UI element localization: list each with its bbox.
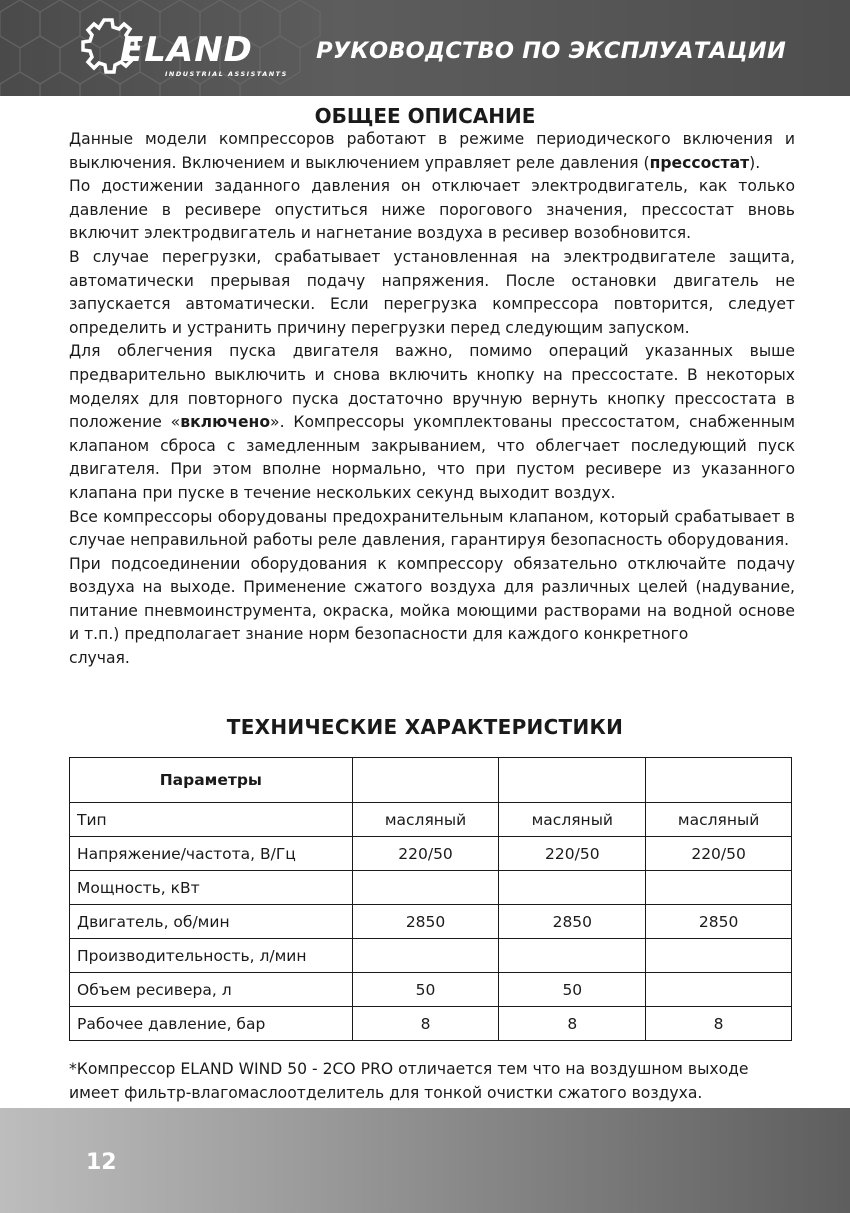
header-cell bbox=[499, 758, 646, 803]
specs-table bbox=[69, 757, 792, 1041]
footnote: *Компрессор ELAND WIND 50 - 2CO PRO отличается тем что на воздушном выходе имеет фильтр-влагомаслоотделитель для тонкой очистки сжатого воздуха. bbox=[69, 1060, 749, 1102]
paragraph-5: Все компрессоры оборудованы предохранительным клапаном, который срабатывает в случае неправильной работы реле давления, гарантируя безопасность оборудования. bbox=[69, 507, 795, 550]
header-cell bbox=[352, 758, 499, 803]
value-cell bbox=[499, 939, 646, 973]
value-cell bbox=[646, 939, 792, 973]
param-cell: Производительность, л/мин bbox=[70, 939, 353, 973]
table-header-row bbox=[70, 758, 792, 803]
value-cell bbox=[352, 939, 499, 973]
value-cell: 220/50 bbox=[499, 837, 646, 871]
param-cell: Тип bbox=[70, 803, 353, 837]
header-cell: Параметры bbox=[70, 758, 353, 803]
header-cell bbox=[646, 758, 792, 803]
technical-specs-title: ТЕХНИЧЕСКИЕ ХАРАКТЕРИСТИКИ bbox=[226, 715, 624, 739]
table-row bbox=[70, 973, 792, 1007]
param-cell: Двигатель, об/мин bbox=[70, 905, 353, 939]
table-row bbox=[70, 871, 792, 905]
value-cell bbox=[646, 871, 792, 905]
value-cell: 50 bbox=[499, 973, 646, 1007]
paragraph-4: Для облегчения пуска двигателя важно, помимо операций указанных выше предварительно выключить и снова включить кнопку на прессостате. В некоторых моделях для повторного пуска достаточно вручную вернуть кнопку прессостата в положение «включено». Компрессоры укомплектованы прессостатом, снабженным клапаном сброса с замедленным закрыванием, что облегчает последующий пуск двигателя. При этом вполне нормально, что при пустом ресивере из указанного клапана при пуске в течение нескольких секунд выходит воздух. bbox=[69, 342, 795, 502]
paragraph-6: При подсоединении оборудования к компрессору обязательно отключайте подачу воздуха на выходе. Применение сжатого воздуха для различных целей (надувание, питание пневмоинструмента, окраска, мойка моющими растворами на водной основе и т.п.) предполагает знание норм безопасности для каждого конкретного случая. bbox=[69, 554, 795, 668]
eland-logo bbox=[62, 14, 292, 84]
value-cell bbox=[646, 973, 792, 1007]
svg-text:ELAND: ELAND bbox=[120, 30, 253, 70]
value-cell: 8 bbox=[352, 1007, 499, 1041]
param-cell: Объем ресивера, л bbox=[70, 973, 353, 1007]
value-cell: 2850 bbox=[352, 905, 499, 939]
value-cell: 8 bbox=[499, 1007, 646, 1041]
page-footer bbox=[0, 1108, 850, 1213]
page-header bbox=[0, 0, 850, 96]
value-cell: 8 bbox=[646, 1007, 792, 1041]
value-cell: масляный bbox=[352, 803, 499, 837]
param-cell: Напряжение/частота, В/Гц bbox=[70, 837, 353, 871]
manual-title: РУКОВОДСТВО ПО ЭКСПЛУАТАЦИИ bbox=[316, 38, 786, 64]
paragraph-2: По достижении заданного давления он отключает электродвигатель, как только давление в ресивере опуститься ниже порогового значения, прессостат вновь включит электродвигатель и нагнетание воздуха в ресивер возобновится. bbox=[69, 177, 795, 243]
pressostat-term: прессостат bbox=[649, 153, 750, 172]
value-cell: 2850 bbox=[646, 905, 792, 939]
general-description-title: ОБЩЕЕ ОПИСАНИЕ bbox=[314, 104, 536, 128]
gear-icon bbox=[62, 14, 292, 84]
general-description-body bbox=[69, 128, 795, 671]
value-cell: 220/50 bbox=[646, 837, 792, 871]
param-cell: Рабочее давление, бар bbox=[70, 1007, 353, 1041]
value-cell bbox=[352, 871, 499, 905]
paragraph-1: Данные модели компрессоров работают в режиме периодического включения и выключения. Включением и выключением управляет реле давления (прессостат). bbox=[69, 130, 795, 172]
param-cell: Мощность, кВт bbox=[70, 871, 353, 905]
switched-on-term: включено bbox=[180, 413, 271, 432]
value-cell: масляный bbox=[646, 803, 792, 837]
table-row bbox=[70, 1007, 792, 1041]
table-row bbox=[70, 837, 792, 871]
table-row bbox=[70, 905, 792, 939]
paragraph-3: В случае перегрузки, срабатывает установленная на электродвигателе защита, автоматически прерывая подачу напряжения. После остановки двигатель не запускается автоматически. Если перегрузка компрессора повторится, следует определить и устранить причину перегрузки перед следующим запуском. bbox=[69, 247, 795, 337]
table-row bbox=[70, 803, 792, 837]
table-row bbox=[70, 939, 792, 973]
value-cell bbox=[499, 871, 646, 905]
page-number: 12 bbox=[86, 1150, 117, 1175]
value-cell: 50 bbox=[352, 973, 499, 1007]
value-cell: масляный bbox=[499, 803, 646, 837]
value-cell: 220/50 bbox=[352, 837, 499, 871]
value-cell: 2850 bbox=[499, 905, 646, 939]
svg-text:INDUSTRIAL ASSISTANTS: INDUSTRIAL ASSISTANTS bbox=[165, 70, 288, 78]
